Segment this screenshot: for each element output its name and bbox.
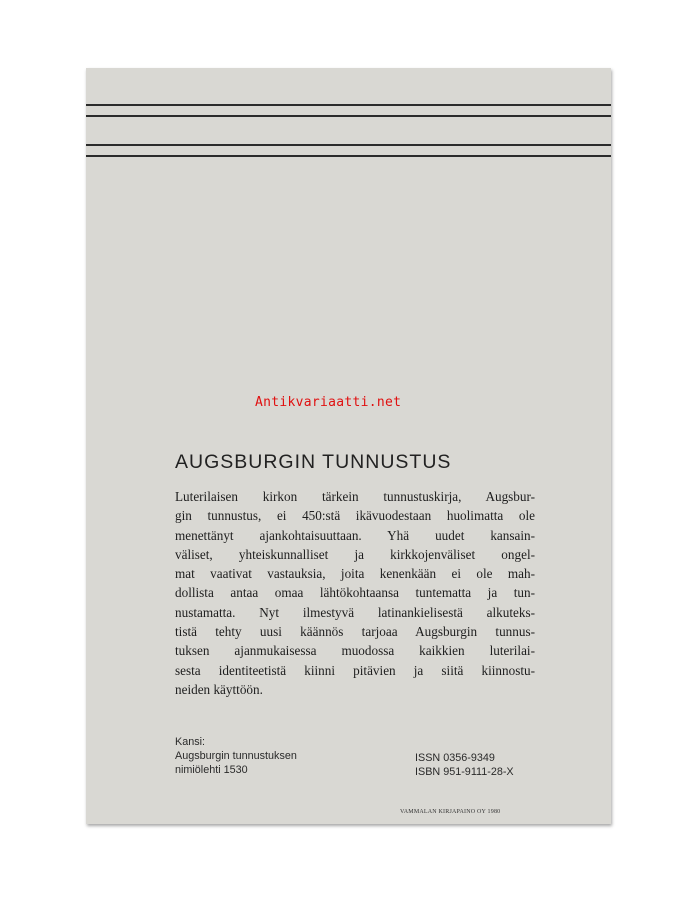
blurb-line: sesta identiteetistä kiinni pitävien ja siitä kiinnostu- <box>175 662 535 678</box>
isbn-text: ISBN 951-9111-28-X <box>415 766 514 778</box>
cover-description-line-1: Augsburgin tunnustuksen <box>175 750 297 762</box>
top-rule-3 <box>86 144 611 146</box>
top-rule-4 <box>86 155 611 157</box>
printer-imprint: VAMMALAN KIRJAPAINO OY 1980 <box>400 809 501 815</box>
blurb-line: nustamatta. Nyt ilmestyvä latinankielisestä alkuteks- <box>175 604 535 620</box>
blurb-line: dollista antaa omaa lähtökohtaansa tuntematta ja tun- <box>175 585 535 601</box>
blurb-text <box>175 487 535 699</box>
blurb-line: mat vaativat vastauksia, joita kenenkään ei ole mah- <box>175 566 535 582</box>
book-back-cover <box>86 68 611 824</box>
cover-label: Kansi: <box>175 736 206 748</box>
blurb-line: menettänyt ajankohtaisuuttaan. Yhä uudet kansain- <box>175 527 535 543</box>
blurb-line: Luterilaisen kirkon tärkein tunnustuskirja, Augsbur- <box>175 489 535 504</box>
blurb-line: neiden käyttöön. <box>175 681 263 697</box>
top-rule-2 <box>86 115 611 117</box>
blurb-line: tuksen ajanmukaisessa muodossa kaikkien luterilai- <box>175 643 535 659</box>
book-title: AUGSBURGIN TUNNUSTUS <box>175 451 452 473</box>
issn-text: ISSN 0356-9349 <box>415 752 495 764</box>
blurb-line: väliset, yhteiskunnalliset ja kirkkojenväliset ongel- <box>175 546 535 562</box>
blurb-line: tistä tehty uusi käännös tarjoaa Augsburgin tunnus- <box>175 624 535 640</box>
top-rule-1 <box>86 104 611 106</box>
cover-description-line-2: nimiölehti 1530 <box>175 764 248 776</box>
watermark: Antikvariaatti.net <box>255 395 402 410</box>
blurb-line: gin tunnustus, ei 450:stä ikävuodestaan huolimatta ole <box>175 508 535 524</box>
cover-credit <box>175 735 297 777</box>
identifier-block <box>415 751 514 779</box>
